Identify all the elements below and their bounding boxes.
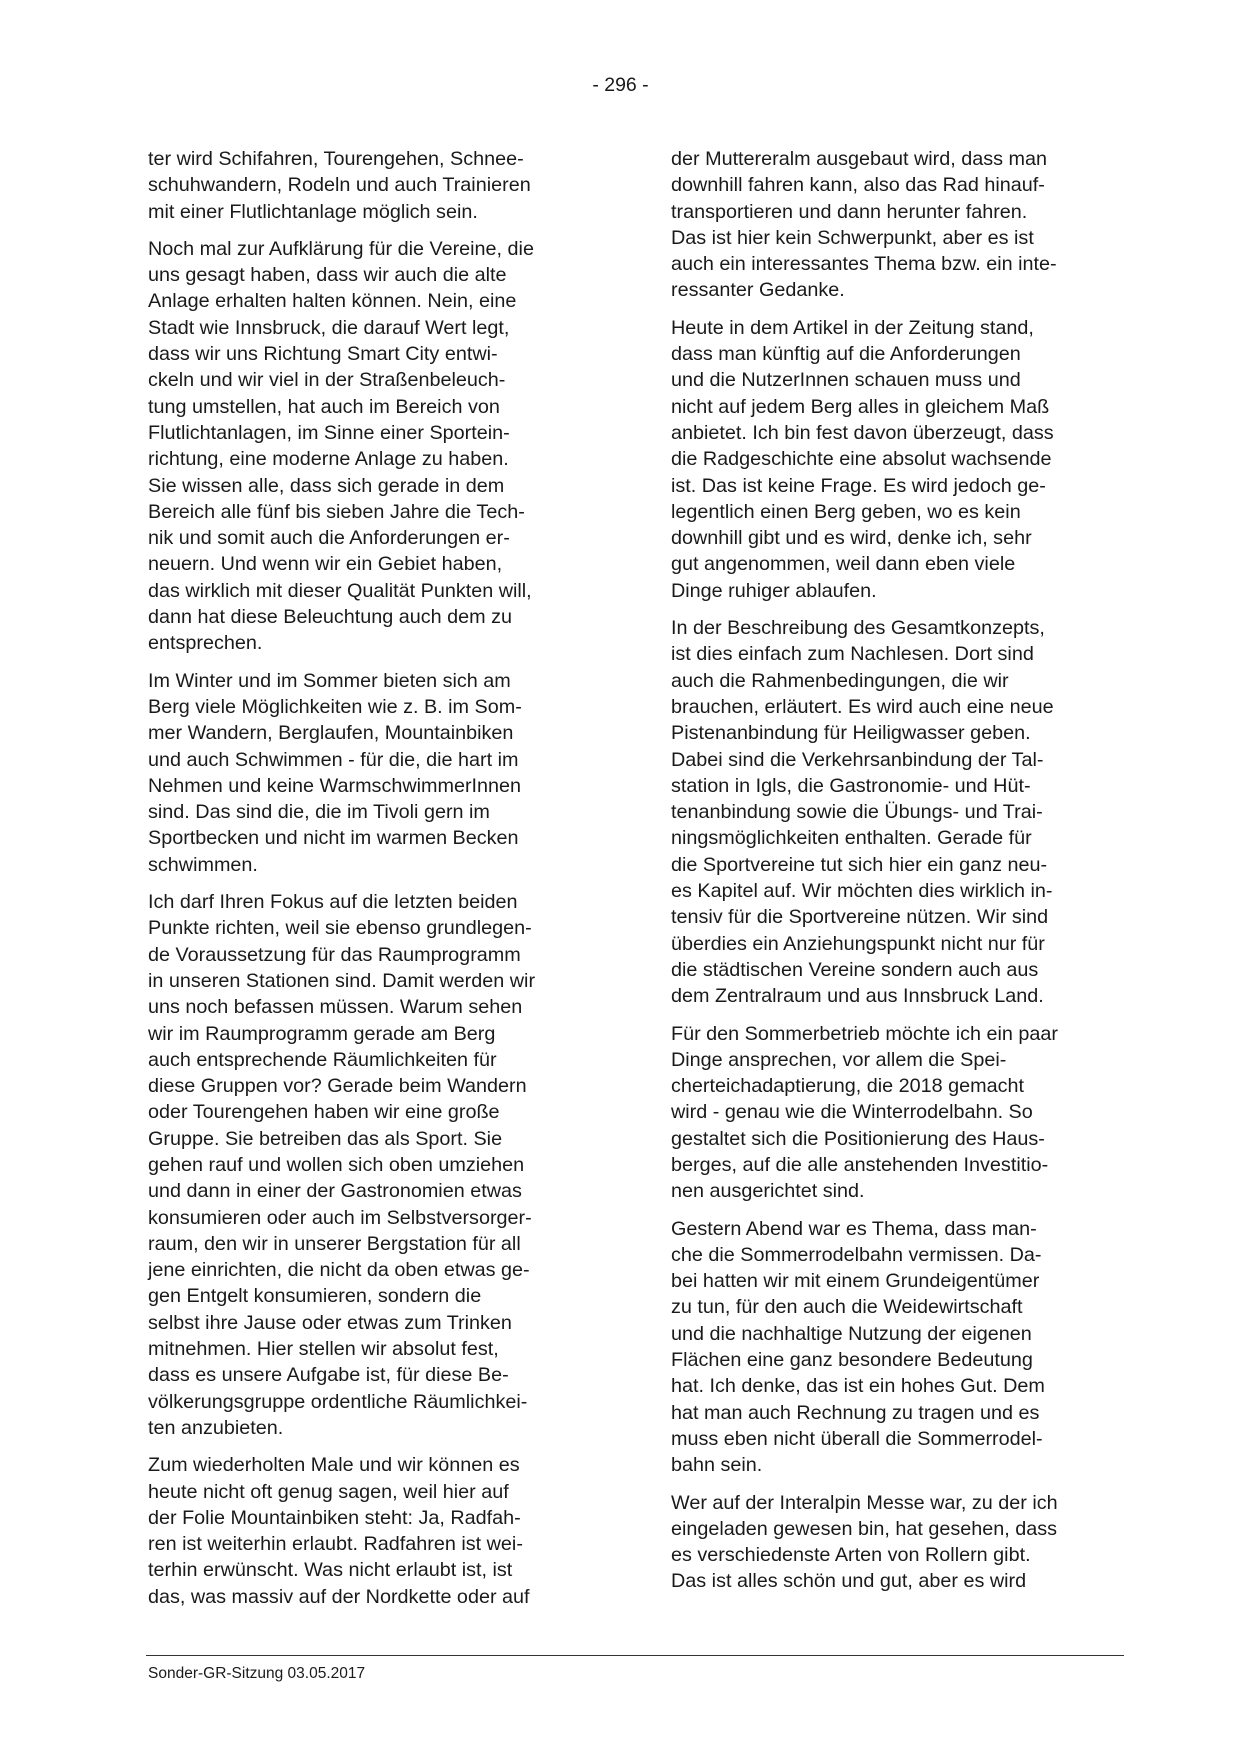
- paragraph: Im Winter und im Sommer bieten sich am Berg viele Möglichkeiten wie z. B. im Som- mer Wandern, Berglaufen, Mountainbiken und auch Schwimmen - für die, die hart im Nehmen und keine WarmschwimmerInnen sind. Das sind die, die im Tivoli gern im Sportbecken und nicht im warmen Becken schwimmen.: [148, 669, 522, 876]
- left-column: [148, 146, 606, 1621]
- footer-divider: [146, 1655, 1124, 1656]
- paragraph: Wer auf der Interalpin Messe war, zu der ich eingeladen gewesen bin, hat gesehen, dass es verschiedenste Arten von Rollern gibt. Das ist alles schön und gut, aber es wird: [671, 1491, 1058, 1593]
- paragraph: Ich darf Ihren Fokus auf die letzten beiden Punkte richten, weil sie ebenso grundlegen- de Voraussetzung für das Raumprogramm in unseren Stationen sind. Damit werden wir uns noch befassen müssen. Warum sehen wir im Raumprogramm gerade am Berg auch entsprechende Räumlichkeiten für diese Gruppen vor? Gerade beim Wandern oder Tourengehen haben wir eine große Gruppe. Sie betreiben das als Sport. Sie gehen rauf und wollen sich oben umziehen und dann in einer der Gastronomien etwas konsumieren oder auch im Selbstversorger- raum, den wir in unserer Bergstation für all jene einrichten, die nicht da oben etwas ge- gen Entgelt konsumieren, sondern die selbst ihre Jause oder etwas zum Trinken mitnehmen. Hier stellen wir absolut fest, dass es unsere Aufgabe ist, für diese Be- völkerungsgruppe ordentliche Räumlichkei- ten anzubieten.: [148, 891, 536, 1439]
- paragraph: In der Beschreibung des Gesamtkonzepts, ist dies einfach zum Nachlesen. Dort sind auch die Rahmenbedingungen, die wir brauchen, erläutert. Es wird auch eine neue Pistenanbindung für Heiligwasser geben. Dabei sind die Verkehrsanbindung der Tal- station in Igls, die Gastronomie- und Hüt- tenanbindung sowie die Übungs- und Trai- ningsmöglichkeiten enthalten. Gerade für die Sportvereine tut sich hier ein ganz neu- es Kapitel auf. Wir möchten dies wirklich in- tensiv für die Sportvereine nützen. Wir sind überdies ein Anziehungspunkt nicht nur für die städtischen Vereine sondern auch aus dem Zentralraum und aus Innsbruck Land.: [671, 617, 1054, 1008]
- paragraph: Gestern Abend war es Thema, dass man- che die Sommerrodelbahn vermissen. Da- bei hatten wir mit einem Grundeigentümer zu tun, für den auch die Weidewirtschaft und die nachhaltige Nutzung der eigenen Flächen eine ganz besondere Bedeutung hat. Ich denke, das ist ein hohes Gut. Dem hat man auch Rechnung zu tragen und es muss eben nicht überall die Sommerrodel- bahn sein.: [671, 1217, 1045, 1477]
- paragraph: Noch mal zur Aufklärung für die Vereine, die uns gesagt haben, dass wir auch die alte Anlage erhalten halten können. Nein, eine Stadt wie Innsbruck, die darauf Wert legt, dass wir uns Richtung Smart City entwi- ckeln und wir viel in der Straßenbeleuch- tung umstellen, hat auch im Bereich von Flutlichtanlagen, im Sinne einer Sportein- richtung, eine moderne Anlage zu haben. Sie wissen alle, dass sich gerade in dem Bereich alle fünf bis sieben Jahre die Tech- nik und somit auch die Anforderungen er- neuern. Und wenn wir ein Gebiet haben, das wirklich mit dieser Qualität Punkten will, dann hat diese Beleuchtung auch dem zu entsprechen.: [148, 237, 534, 655]
- paragraph: Zum wiederholten Male und wir können es heute nicht oft genug sagen, weil hier auf der Folie Mountainbiken steht: Ja, Radfah- ren ist weiterhin erlaubt. Radfahren ist wei- terhin erwünscht. Was nicht erlaubt ist, ist das, was massiv auf der Nordkette oder auf: [148, 1454, 530, 1608]
- paragraph: ter wird Schifahren, Tourengehen, Schnee- schuhwandern, Rodeln und auch Trainieren mit einer Flutlichtanlage möglich sein.: [148, 148, 531, 223]
- page-number: - 296 -: [592, 74, 649, 96]
- footer-session-label: Sonder-GR-Sitzung 03.05.2017: [148, 1665, 366, 1682]
- paragraph: Für den Sommerbetrieb möchte ich ein paar Dinge ansprechen, vor allem die Spei- cherteichadaptierung, die 2018 gemacht wird - genau wie die Winterrodelbahn. So gestaltet sich die Positionierung des Haus- berges, auf die alle anstehenden Investitio- nen ausgerichtet sind.: [671, 1022, 1059, 1203]
- right-column: [671, 146, 1129, 1606]
- paragraph: Heute in dem Artikel in der Zeitung stand, dass man künftig auf die Anforderungen und die NutzerInnen schauen muss und nicht auf jedem Berg alles in gleichem Maß anbietet. Ich bin fest davon überzeugt, dass die Radgeschichte eine absolut wachsende ist. Das ist keine Frage. Es wird jedoch ge- legentlich einen Berg geben, wo es kein downhill gibt und es wird, denke ich, sehr gut angenommen, weil dann eben viele Dinge ruhiger ablaufen.: [671, 316, 1054, 602]
- paragraph: der Muttereralm ausgebaut wird, dass man downhill fahren kann, also das Rad hinauf- transportieren und dann herunter fahren. Das ist hier kein Schwerpunkt, aber es ist auch ein interessantes Thema bzw. ein inte- ressanter Gedanke.: [671, 148, 1057, 302]
